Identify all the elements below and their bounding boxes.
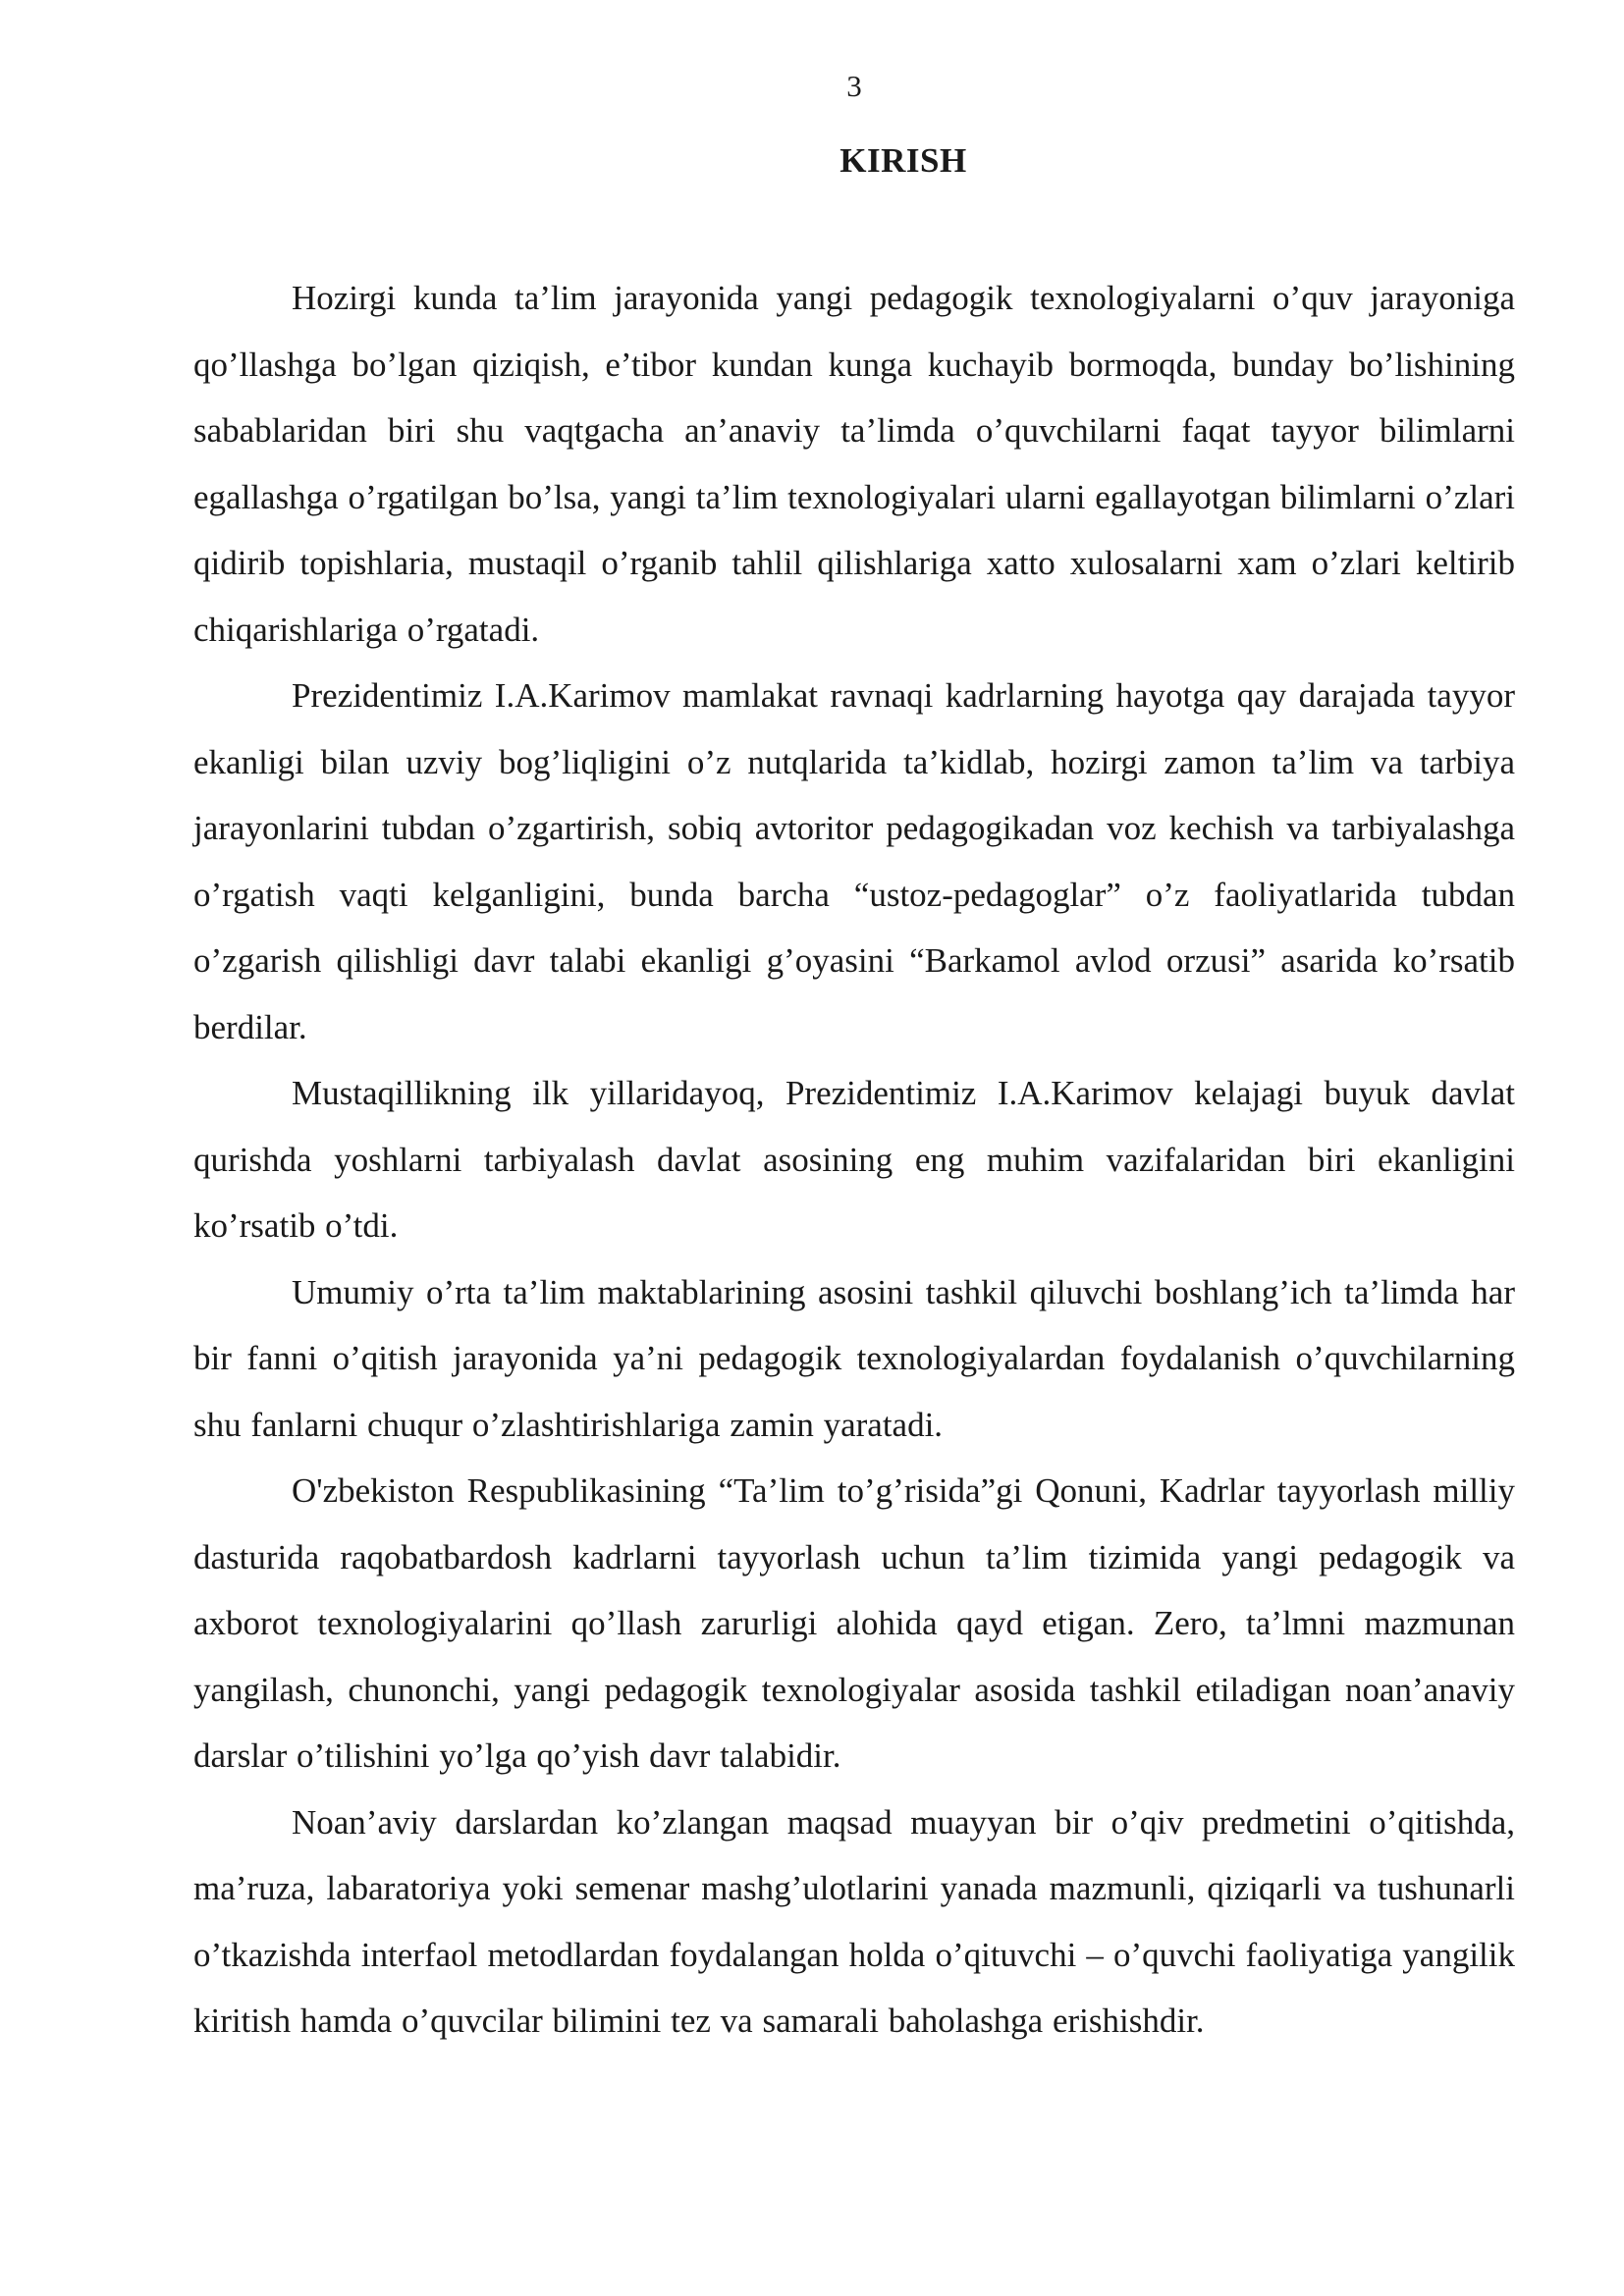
page-number: 3 — [846, 69, 862, 103]
section-heading: KIRISH — [839, 141, 967, 180]
paragraph: Noan’aviy darslardan ko’zlangan maqsad muayyan bir o’qiv predmetini o’qitishda, ma’ruza, labaratoriya yoki semenar mashg’ulotlarini yanada mazmunli, qiziqarli va tushunarli o’tkazishda interfaol metodlardan foydalangan holda o’qituvchi – o’quvchi faoliyatiga yangilik kiritish hamda o’quvcilar bilimini tez va samarali baholashga erishishdir. — [193, 1802, 1515, 2040]
paragraph: Prezidentimiz I.A.Karimov mamlakat ravnaqi kadrlarning hayotga qay darajada tayyor ekanligi bilan uzviy bog’liqligini o’z nutqlarida ta’kidlab, hozirgi zamon ta’lim va tarbiya jarayonlarini tubdan o’zgartirish, sobiq avtoritor pedagogikadan voz kechish va tarbiyalashga o’rgatish vaqti kelganligini, bunda barcha “ustoz-pedagoglar” o’z faoliyatlarida tubdan o’zgarish qilishligi davr talabi ekanligi g’oyasini “Barkamol avlod orzusi” asarida ko’rsatib berdilar. — [193, 676, 1515, 1046]
paragraph: Umumiy o’rta ta’lim maktablarining asosini tashkil qiluvchi boshlang’ich ta’limda har bir fanni o’qitish jarayonida ya’ni pedagogik texnologiyalardan foydalanish o’quvchilarning shu fanlarni chuqur o’zlashtirishlariga zamin yaratadi. — [193, 1272, 1515, 1444]
paragraph: Hozirgi kunda ta’lim jarayonida yangi pedagogik texnologiyalarni o’quv jarayoniga qo’llashga bo’lgan qiziqish, e’tibor kundan kunga kuchayib bormoqda, bunday bo’lishining sabablaridan biri shu vaqtgacha an’anaviy ta’limda o’quvchilarni faqat tayyor bilimlarni egallashga o’rgatilgan bo’lsa, yangi ta’lim texnologiyalari ularni egallayotgan bilimlarni o’zlari qidirib topishlaria, mustaqil o’rganib tahlil qilishlariga xatto xulosalarni xam o’zlari keltirib chiqarishlariga o’rgatadi. — [193, 279, 1515, 649]
body-text — [193, 265, 1515, 2055]
paragraph: Mustaqillikning ilk yillaridayoq, Prezidentimiz I.A.Karimov kelajagi buyuk davlat qurishda yoshlarni tarbiyalash davlat asosining eng muhim vazifalaridan biri ekanligini ko’rsatib o’tdi. — [193, 1074, 1515, 1245]
paragraph: O'zbekiston Respublikasining “Ta’lim to’g’risida”gi Qonuni, Kadrlar tayyorlash milliy dasturida raqobatbardosh kadrlarni tayyorlash uchun ta’lim tizimida yangi pedagogik va axborot texnologiyalarini qo’llash zarurligi alohida qayd etigan. Zero, ta’lmni mazmunan yangilash, chunonchi, yangi pedagogik texnologiyalar asosida tashkil etiladigan noan’anaviy darslar o’tilishini yo’lga qo’yish davr talabidir. — [193, 1471, 1515, 1775]
